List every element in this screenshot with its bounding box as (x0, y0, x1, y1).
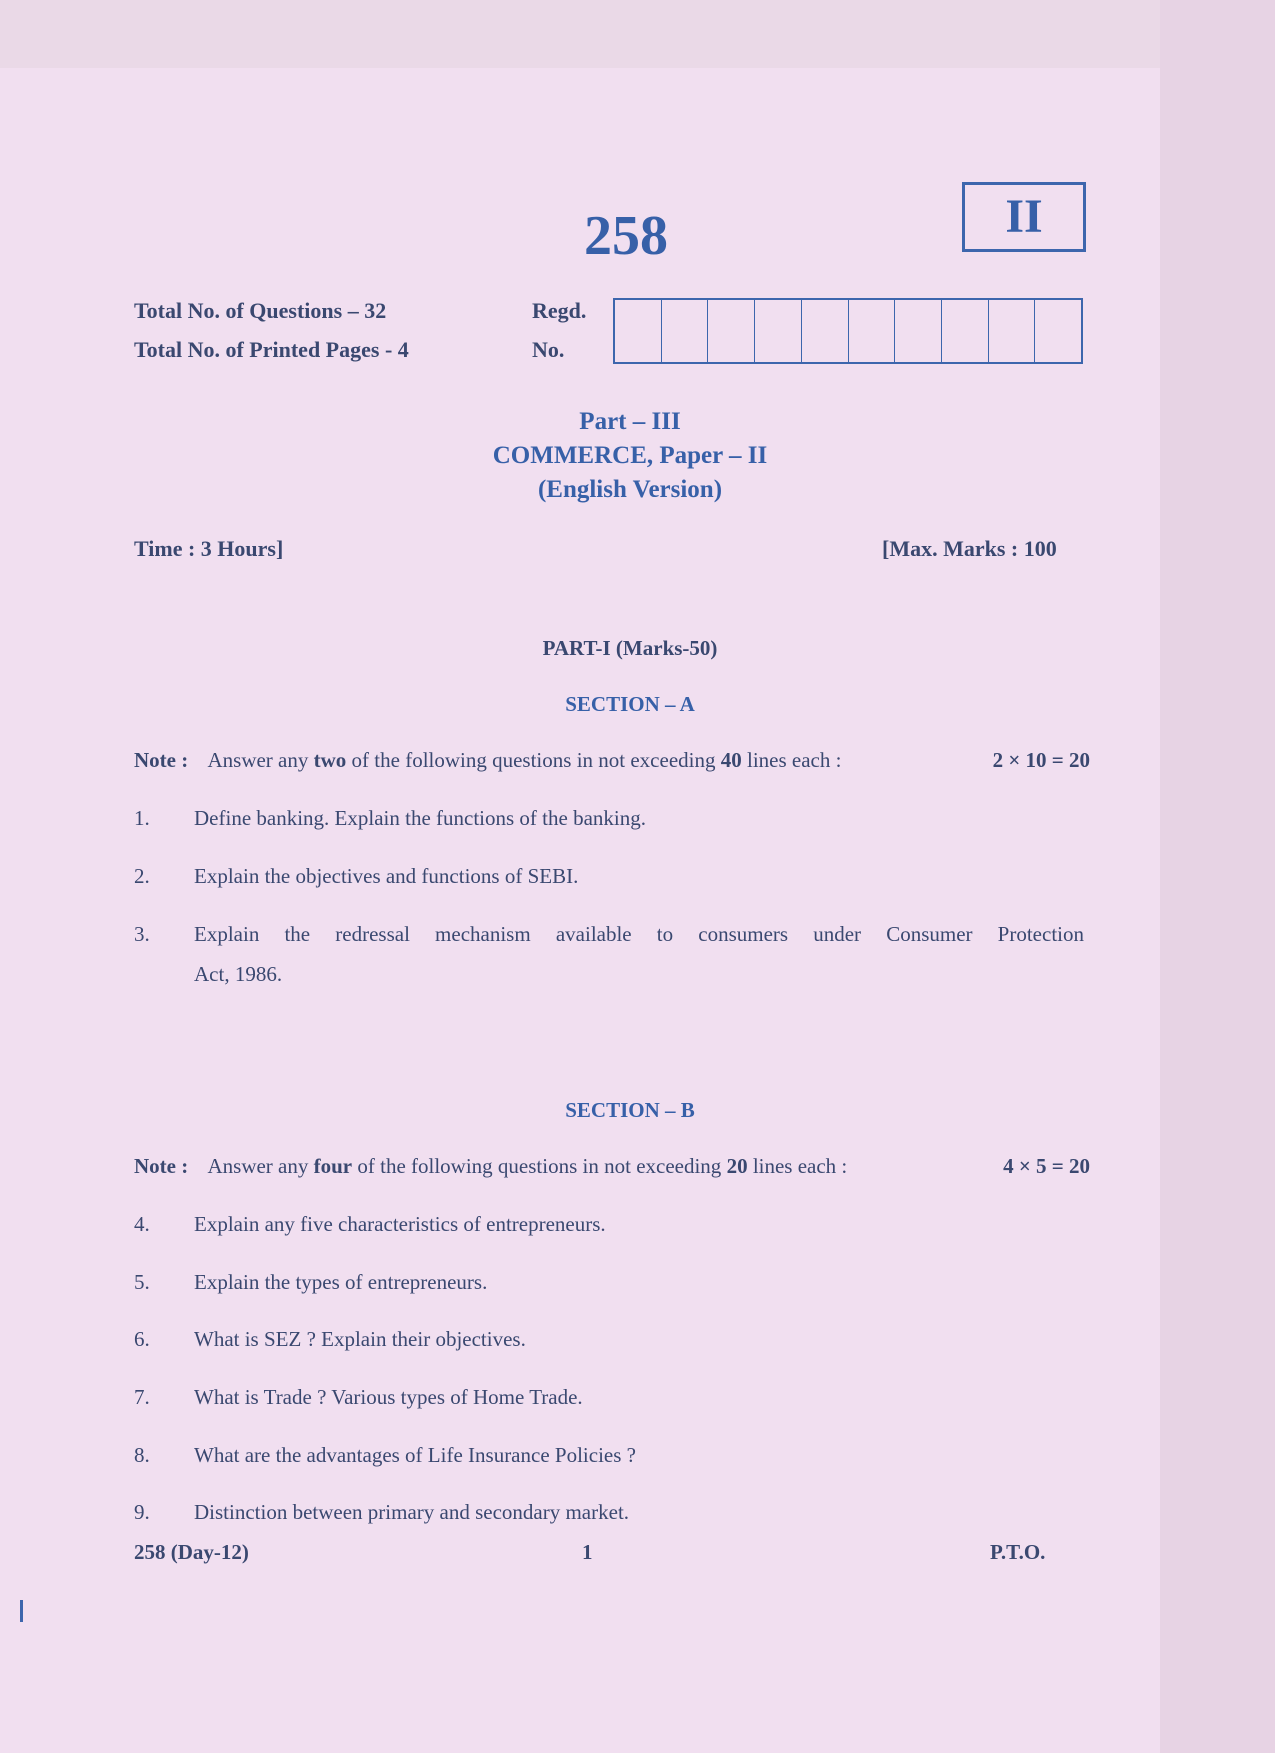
question-number: 1. (134, 806, 150, 830)
regd-digit-box[interactable] (615, 300, 662, 362)
note-pre: Answer any (207, 1154, 314, 1178)
regd-digit-box[interactable] (895, 300, 942, 362)
regd-digit-box[interactable] (942, 300, 989, 362)
pto-label: P.T.O. (990, 1540, 1046, 1564)
regd-digit-box[interactable] (708, 300, 755, 362)
regd-digit-box[interactable] (662, 300, 709, 362)
question-text: What are the advantages of Life Insurance Policies ? (194, 1443, 636, 1467)
question-number: 4. (134, 1212, 150, 1236)
note-post: lines each : (741, 748, 842, 772)
section-a-note (134, 748, 1090, 773)
question-number: 9. (134, 1500, 150, 1524)
question-text: Distinction between primary and secondary market. (194, 1500, 630, 1524)
regd-digit-box[interactable] (1035, 300, 1081, 362)
part1-title: PART-I (Marks-50) (542, 636, 718, 660)
version-title: (English Version) (537, 476, 723, 503)
question-number: 3. (134, 922, 150, 946)
question-number: 5. (134, 1270, 150, 1294)
scan-top-margin (0, 0, 1275, 68)
total-questions: Total No. of Questions – 32 (134, 298, 387, 323)
section-a-marks: 2 × 10 = 20 (992, 748, 1090, 772)
max-marks: [Max. Marks : 100 (882, 536, 1057, 561)
question-text: What is Trade ? Various types of Home Trade. (194, 1385, 583, 1409)
regd-label: Regd. (532, 298, 587, 323)
question-text: Explain the types of entrepreneurs. (194, 1270, 488, 1294)
question-number: 7. (134, 1385, 150, 1409)
question-number: 8. (134, 1443, 150, 1467)
footer-paper-code: 258 (Day-12) (134, 1540, 249, 1564)
section-b-marks: 4 × 5 = 20 (1003, 1154, 1090, 1178)
total-pages: Total No. of Printed Pages - 4 (134, 337, 409, 362)
regd-digit-box[interactable] (849, 300, 896, 362)
note-pre: Answer any (207, 748, 314, 772)
note-mid: of the following questions in not exceeding (352, 1154, 727, 1178)
question-text-line1: Explain the redressal mechanism available to consumers under Consumer Protection (194, 922, 1084, 946)
version-box: II (962, 182, 1086, 252)
subject-title: COMMERCE, Paper – II (492, 442, 768, 469)
margin-pen-mark (20, 1600, 23, 1622)
regd-digit-box[interactable] (755, 300, 802, 362)
question-text: Define banking. Explain the functions of the banking. (194, 806, 646, 830)
note-mid: of the following questions in not exceeding (346, 748, 721, 772)
time-allowed: Time : 3 Hours] (134, 536, 284, 561)
question-text: Explain the objectives and functions of SEBI. (194, 864, 579, 888)
question-text-line2: Act, 1986. (194, 962, 283, 986)
note-lines: 20 (726, 1154, 748, 1178)
part-title: Part – III (579, 408, 681, 435)
question-text: What is SEZ ? Explain their objectives. (194, 1327, 526, 1351)
note-count: four (313, 1154, 353, 1178)
regd-digit-box[interactable] (802, 300, 849, 362)
note-label: Note : (134, 748, 189, 772)
paper-code: 258 (584, 205, 668, 267)
question-number: 2. (134, 864, 150, 888)
note-post: lines each : (747, 1154, 848, 1178)
question-text: Explain any five characteristics of entrepreneurs. (194, 1212, 606, 1236)
scan-right-margin (1160, 0, 1275, 1753)
question-number: 6. (134, 1327, 150, 1351)
regd-number-grid (613, 298, 1083, 364)
section-b-note (134, 1154, 1090, 1179)
note-label: Note : (134, 1154, 189, 1178)
section-a-title: SECTION – A (565, 692, 695, 716)
page-number: 1 (582, 1540, 593, 1564)
regd-digit-box[interactable] (989, 300, 1036, 362)
note-lines: 40 (720, 748, 742, 772)
note-count: two (313, 748, 347, 772)
regd-no-label: No. (532, 337, 565, 362)
section-b-title: SECTION – B (565, 1098, 695, 1122)
